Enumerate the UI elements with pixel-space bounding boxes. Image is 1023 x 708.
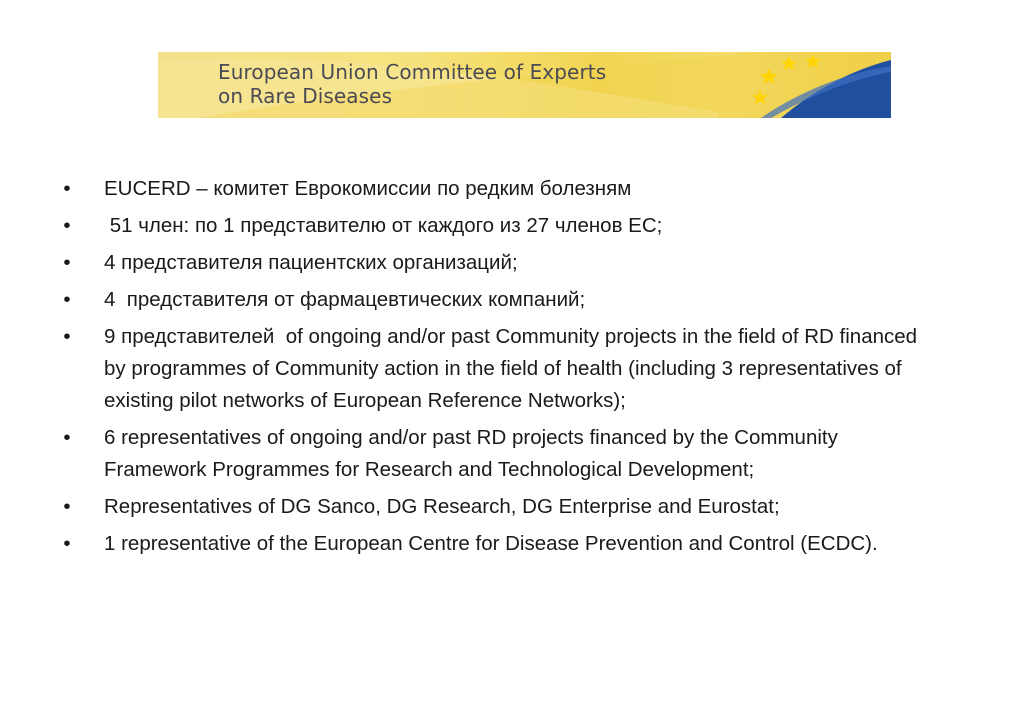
bullet-marker: • xyxy=(63,214,71,237)
bullet-marker: • xyxy=(63,325,71,348)
list-item xyxy=(60,173,940,205)
list-item xyxy=(60,422,940,486)
list-item-text: 51 член: по 1 представителю от каждого из 27 членов ЕС; xyxy=(104,214,663,237)
eu-stars-icon xyxy=(741,52,891,118)
slide-content xyxy=(60,173,940,565)
eucerd-banner xyxy=(158,52,891,118)
banner-title-line2: on Rare Diseases xyxy=(218,84,393,108)
list-item-text: 9 представителей of ongoing and/or past Community projects in the field of RD financed by programmes of Community action in the field of health (including 3 representatives of existing pilot networks of European Reference Networks); xyxy=(104,325,923,412)
list-item xyxy=(60,247,940,279)
bullet-marker: • xyxy=(63,495,71,518)
list-item xyxy=(60,528,940,560)
bullet-marker: • xyxy=(63,426,71,449)
list-item-text: 4 представителя пациентских организаций; xyxy=(104,251,518,274)
bullet-marker: • xyxy=(63,251,71,274)
bullet-marker: • xyxy=(63,177,71,200)
bullet-list xyxy=(60,173,940,560)
list-item-text: EUCERD – комитет Еврокомиссии по редким болезням xyxy=(104,177,632,200)
list-item xyxy=(60,491,940,523)
bullet-marker: • xyxy=(63,288,71,311)
list-item-text: 6 representatives of ongoing and/or past RD projects financed by the Community Framework Programmes for Research and Technological Development; xyxy=(104,426,838,481)
list-item-text: 4 представителя от фармацевтических компаний; xyxy=(104,288,586,311)
list-item xyxy=(60,210,940,242)
list-item-text: Representatives of DG Sanco, DG Research, DG Enterprise and Eurostat; xyxy=(104,495,780,518)
list-item xyxy=(60,321,940,417)
banner-title-line1: European Union Committee of Experts xyxy=(218,60,607,84)
list-item-text: 1 representative of the European Centre for Disease Prevention and Control (ECDC). xyxy=(104,532,878,555)
list-item xyxy=(60,284,940,316)
banner-title xyxy=(218,60,606,108)
bullet-marker: • xyxy=(63,532,71,555)
